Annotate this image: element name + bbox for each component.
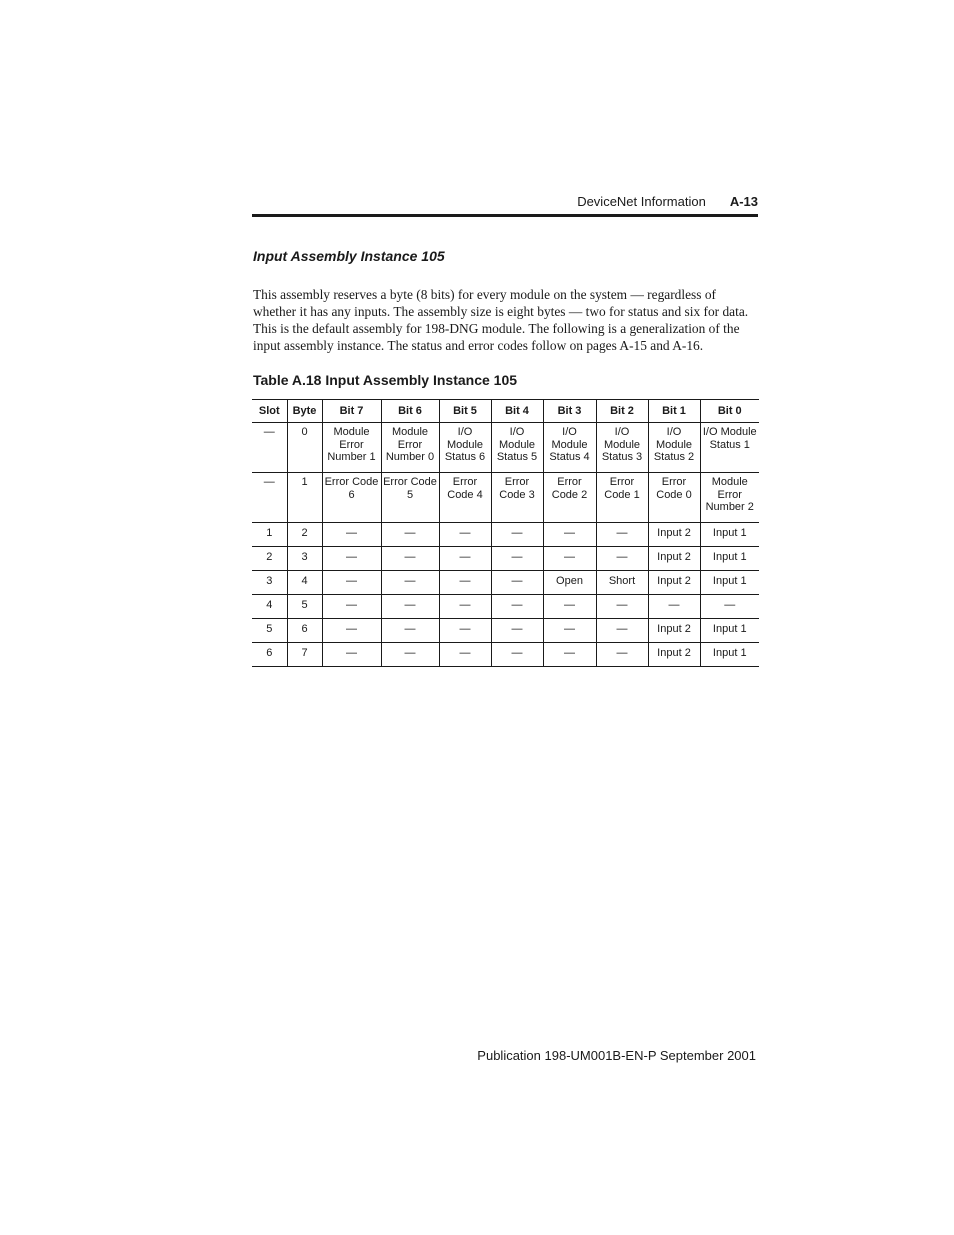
- table-cell: —: [439, 547, 491, 571]
- table-cell: 3: [287, 547, 322, 571]
- table-cell: 0: [287, 423, 322, 473]
- table-cell: 4: [287, 571, 322, 595]
- table-cell: —: [543, 643, 596, 667]
- publication-footer: Publication 198-UM001B-EN-P September 2001: [477, 1048, 756, 1063]
- column-header-bit-2: Bit 2: [596, 400, 648, 423]
- table-cell: —: [381, 619, 439, 643]
- table-cell: Error Code 3: [491, 473, 543, 523]
- table-cell: —: [439, 595, 491, 619]
- table-cell: Module Error Number 2: [700, 473, 759, 523]
- table-cell: 2: [287, 523, 322, 547]
- table-cell: 3: [252, 571, 287, 595]
- column-header-byte: Byte: [287, 400, 322, 423]
- table-cell: Error Code 1: [596, 473, 648, 523]
- table-cell: —: [381, 571, 439, 595]
- table-cell: —: [596, 619, 648, 643]
- table-cell: —: [252, 473, 287, 523]
- table-cell: I/O Module Status 2: [648, 423, 700, 473]
- table-cell: —: [648, 595, 700, 619]
- table-cell: 5: [252, 619, 287, 643]
- table-cell: Module Error Number 0: [381, 423, 439, 473]
- table-cell: Error Code 2: [543, 473, 596, 523]
- table-cell: I/O Module Status 6: [439, 423, 491, 473]
- column-header-bit-3: Bit 3: [543, 400, 596, 423]
- table-cell: Input 1: [700, 571, 759, 595]
- table-cell: —: [322, 619, 381, 643]
- table-cell: —: [543, 619, 596, 643]
- table-cell: —: [322, 595, 381, 619]
- table-cell: 2: [252, 547, 287, 571]
- table-cell: —: [439, 619, 491, 643]
- table-cell: —: [322, 547, 381, 571]
- table-cell: —: [491, 643, 543, 667]
- table-cell: Error Code 4: [439, 473, 491, 523]
- table-cell: Input 2: [648, 643, 700, 667]
- table-cell: Error Code 6: [322, 473, 381, 523]
- column-header-slot: Slot: [252, 400, 287, 423]
- table-cell: —: [596, 643, 648, 667]
- table-cell: 7: [287, 643, 322, 667]
- table-cell: —: [543, 595, 596, 619]
- table-title: Table A.18 Input Assembly Instance 105: [253, 372, 518, 388]
- column-header-bit-5: Bit 5: [439, 400, 491, 423]
- table-cell: —: [439, 523, 491, 547]
- table-cell: —: [596, 595, 648, 619]
- column-header-bit-6: Bit 6: [381, 400, 439, 423]
- table-cell: 4: [252, 595, 287, 619]
- column-header-bit-4: Bit 4: [491, 400, 543, 423]
- body-paragraph: This assembly reserves a byte (8 bits) for every module on the system — regardless of whether it has any inputs. The assembly size is eight bytes — two for status and six for data. This is the default assembly for 198-DNG module. The following is a generalization of the input assembly instance. The status and error codes follow on pages A-15 and A-16.: [253, 287, 749, 353]
- section-subhead: Input Assembly Instance 105: [253, 248, 445, 264]
- table-row: [252, 619, 759, 643]
- table-cell: Input 2: [648, 571, 700, 595]
- table-cell: —: [491, 571, 543, 595]
- table-cell: I/O Module Status 5: [491, 423, 543, 473]
- table-cell: —: [543, 547, 596, 571]
- table-cell: —: [491, 619, 543, 643]
- table-cell: —: [596, 547, 648, 571]
- table-cell: —: [381, 595, 439, 619]
- table-cell: 5: [287, 595, 322, 619]
- input-assembly-table: [252, 399, 759, 667]
- table-cell: Input 1: [700, 547, 759, 571]
- header-rule: [252, 214, 758, 217]
- table-cell: Error Code 0: [648, 473, 700, 523]
- running-head-section: DeviceNet Information: [577, 193, 706, 209]
- table-cell: —: [700, 595, 759, 619]
- table-cell: 1: [252, 523, 287, 547]
- table-row: [252, 547, 759, 571]
- table-cell: Input 2: [648, 523, 700, 547]
- table-cell: I/O Module Status 1: [700, 423, 759, 473]
- table-row: [252, 473, 759, 523]
- table-cell: I/O Module Status 3: [596, 423, 648, 473]
- table-row: [252, 595, 759, 619]
- table-cell: —: [322, 523, 381, 547]
- running-head: [252, 192, 758, 210]
- page-number: A-13: [729, 193, 758, 209]
- table-cell: —: [439, 643, 491, 667]
- table-cell: —: [491, 595, 543, 619]
- table-row: [252, 571, 759, 595]
- table-cell: —: [381, 547, 439, 571]
- table-cell: Input 1: [700, 619, 759, 643]
- table-cell: —: [322, 643, 381, 667]
- table-cell: —: [322, 571, 381, 595]
- table-cell: Input 2: [648, 547, 700, 571]
- table-cell: —: [381, 643, 439, 667]
- table-cell: Module Error Number 1: [322, 423, 381, 473]
- table-row: [252, 523, 759, 547]
- table-row: [252, 423, 759, 473]
- table-cell: —: [491, 547, 543, 571]
- table-cell: Error Code 5: [381, 473, 439, 523]
- table-cell: Short: [596, 571, 648, 595]
- table-row: [252, 643, 759, 667]
- column-header-bit-0: Bit 0: [700, 400, 759, 423]
- table-cell: 1: [287, 473, 322, 523]
- table-cell: —: [491, 523, 543, 547]
- table-cell: —: [252, 423, 287, 473]
- table-cell: —: [543, 523, 596, 547]
- column-header-bit-1: Bit 1: [648, 400, 700, 423]
- table-cell: Input 2: [648, 619, 700, 643]
- table-cell: —: [439, 571, 491, 595]
- table-cell: 6: [252, 643, 287, 667]
- column-header-bit-7: Bit 7: [322, 400, 381, 423]
- table-cell: I/O Module Status 4: [543, 423, 596, 473]
- table-cell: —: [596, 523, 648, 547]
- table-cell: —: [381, 523, 439, 547]
- table-cell: Input 1: [700, 523, 759, 547]
- table-header-row: [252, 400, 759, 423]
- table-cell: Open: [543, 571, 596, 595]
- table-cell: Input 1: [700, 643, 759, 667]
- table-cell: 6: [287, 619, 322, 643]
